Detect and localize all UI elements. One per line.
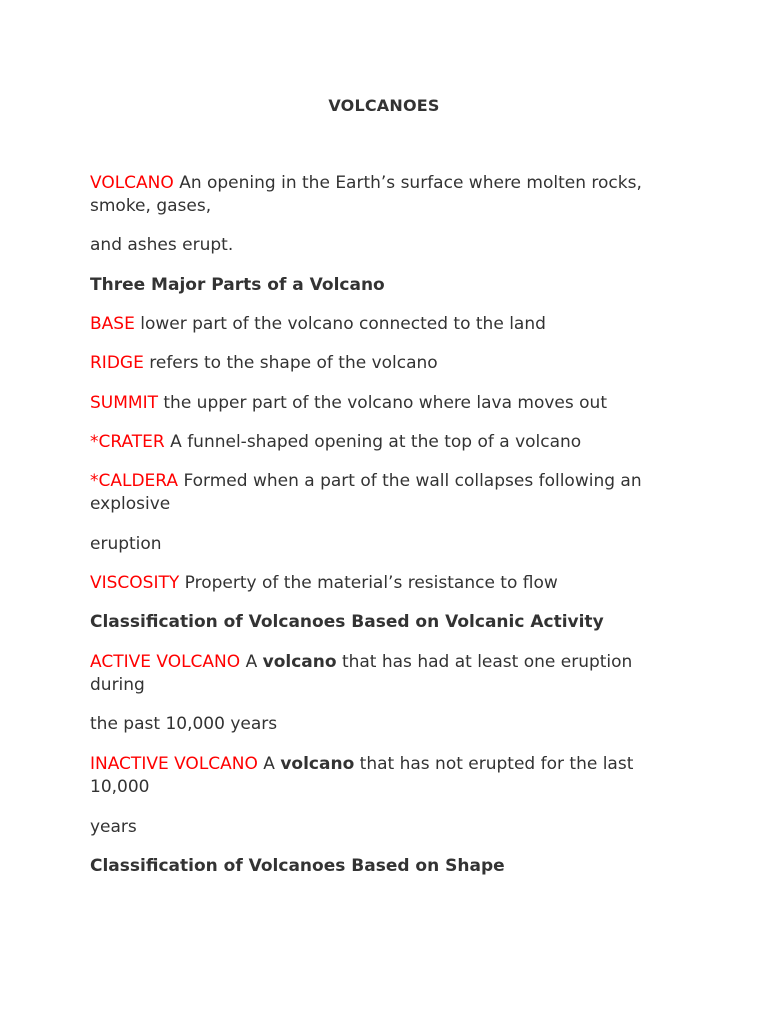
section-heading-shape: Classification of Volcanoes Based on Shape [90, 856, 505, 876]
section-heading-activity: Classification of Volcanoes Based on Volcanic Activity [90, 612, 604, 632]
definition-text: An opening in the Earth’s surface where molten rocks, smoke, gases, [90, 173, 642, 216]
term-volcano: VOLCANO [90, 173, 174, 193]
definition-text: that has had at least one eruption during [90, 652, 633, 695]
page-title: VOLCANOES [328, 96, 440, 115]
definition-text: that has not erupted for the last 10,000 [90, 754, 634, 797]
definition-caldera [90, 470, 680, 516]
definition-bold-word: volcano [262, 652, 337, 672]
definition-crater [90, 431, 680, 454]
term-ridge: RIDGE [90, 353, 144, 373]
term-active-volcano: ACTIVE VOLCANO [90, 652, 241, 672]
term-summit: SUMMIT [90, 393, 158, 413]
term-inactive-volcano: INACTIVE VOLCANO [90, 754, 258, 774]
definition-summit [90, 392, 680, 415]
definition-text: Formed when a part of the wall collapses following an explosive [90, 471, 642, 514]
definition-viscosity [90, 572, 680, 595]
definition-text: Property of the material’s resistance to flow [184, 573, 558, 593]
definition-inactive-volcano [90, 753, 680, 799]
definition-base [90, 313, 680, 336]
section-heading-parts: Three Major Parts of a Volcano [90, 275, 385, 295]
definition-bold-word: volcano [280, 754, 355, 774]
definition-volcano [90, 172, 680, 218]
term-caldera: *CALDERA [90, 471, 179, 491]
definition-prefix: A [245, 652, 258, 672]
definition-prefix: A [263, 754, 275, 774]
definition-continuation: eruption [90, 534, 162, 554]
term-crater: *CRATER [90, 432, 165, 452]
definition-text: A funnel-shaped opening at the top of a volcano [170, 432, 582, 452]
definition-text: lower part of the volcano connected to the land [140, 314, 546, 334]
definition-active-volcano [90, 651, 680, 697]
definition-ridge [90, 352, 680, 375]
term-base: BASE [90, 314, 135, 334]
definition-text: refers to the shape of the volcano [149, 353, 438, 373]
definition-continuation: the past 10,000 years [90, 714, 278, 734]
term-viscosity: VISCOSITY [90, 573, 180, 593]
definition-text: the upper part of the volcano where lava moves out [163, 393, 607, 413]
definition-continuation: and ashes erupt. [90, 235, 234, 255]
definition-continuation: years [90, 817, 137, 837]
